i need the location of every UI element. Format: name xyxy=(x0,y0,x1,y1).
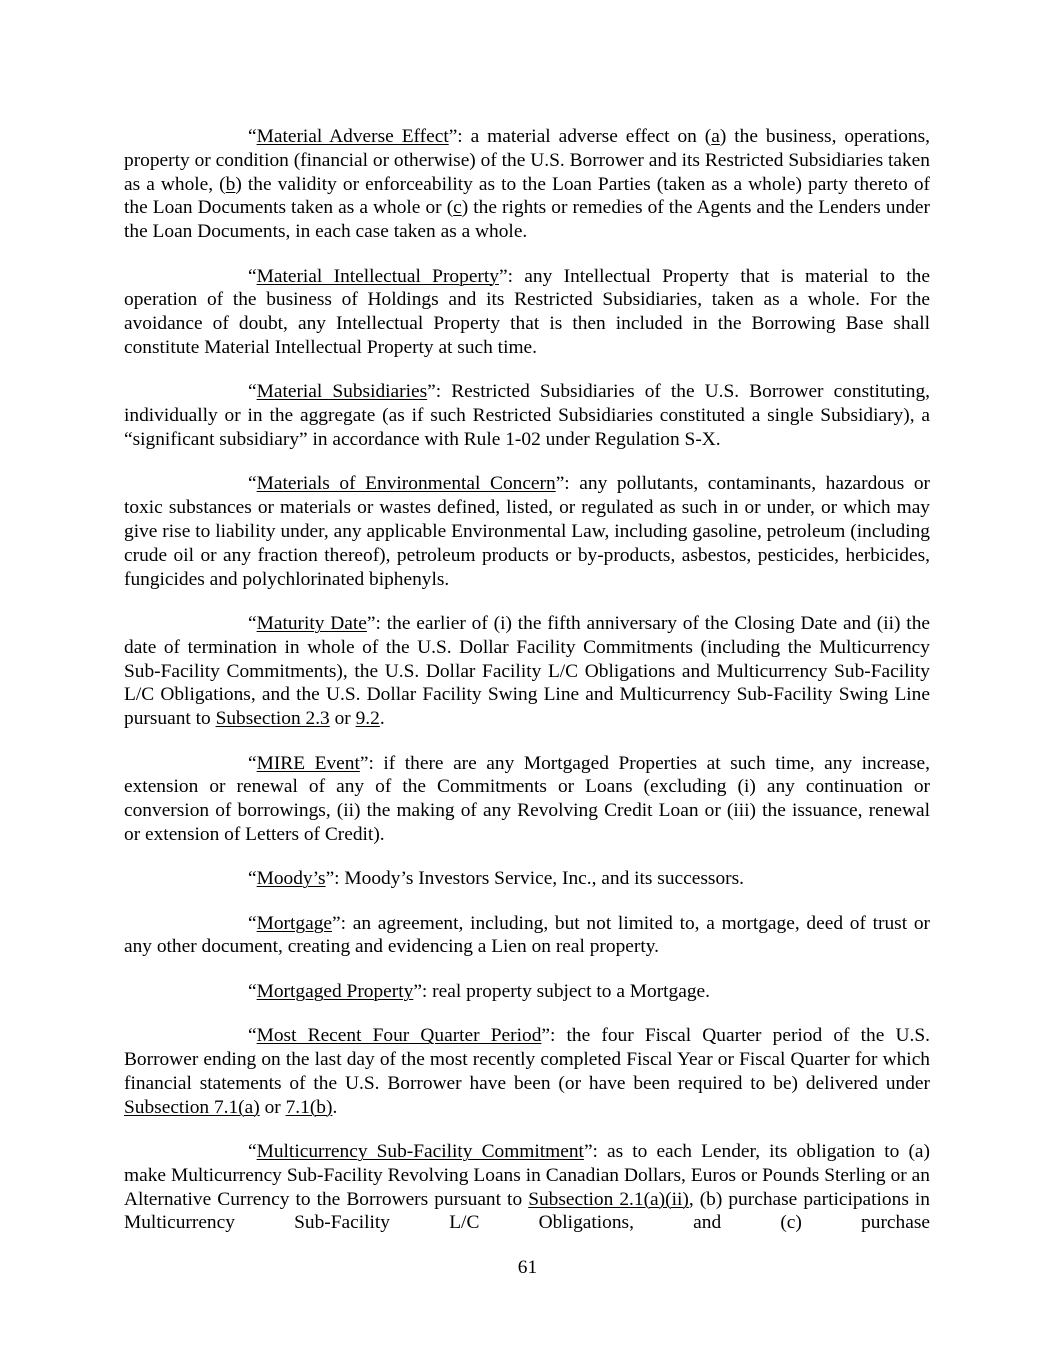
definition-text: ”: Moody’s Investors Service, Inc., and its successors. xyxy=(325,868,745,890)
definition-text: ”: an agreement, including, but not limited to, a mortgage, deed of trust or any other document, creating and evidencing a Lien on real property. xyxy=(124,912,930,958)
defined-term: Multicurrency Sub-Facility Commitment xyxy=(256,1141,584,1163)
definition-paragraph xyxy=(124,472,930,591)
definition-text: “ xyxy=(248,752,257,774)
defined-term: Material Subsidiaries xyxy=(256,381,428,403)
definition-text: ”: if there are any Mortgaged Properties at such time, any increase, extension or renewal of any of the Commitments or Loans (excluding (i) any continuation or conversion of borrowings, (ii) the making of any Revolving Credit Loan or (iii) the issuance, renewal or extension of Letters of Credit). xyxy=(124,752,930,845)
definition-text: ”: as to each Lender, its obligation to (a) make Multicurrency Sub-Facility Revolving Loans in Canadian Dollars, Euros or Pounds Sterling or an Alternative Currency to the Borrowers pursuant to xyxy=(124,1141,930,1210)
definition-paragraph xyxy=(124,1140,930,1235)
document-body xyxy=(124,125,930,1256)
definition-text: ”: the four Fiscal Quarter period of the U.S. Borrower ending on the last day of the most recently completed Fiscal Year or Fiscal Quarter for which financial statements of the U.S. Borrower have been (or have been required to be) delivered under xyxy=(124,1025,930,1094)
definition-text: “ xyxy=(248,1025,257,1047)
defined-term: Maturity Date xyxy=(256,612,367,634)
definition-text: “ xyxy=(248,1141,257,1163)
definition-text: “ xyxy=(248,473,257,495)
definition-text: “ xyxy=(248,980,257,1002)
definition-text: “ xyxy=(248,612,257,634)
underlined-reference: b xyxy=(225,173,236,195)
definition-text: “ xyxy=(248,265,257,287)
underlined-reference: 9.2 xyxy=(355,708,380,730)
defined-term: Most Recent Four Quarter Period xyxy=(256,1025,542,1047)
definition-paragraph xyxy=(124,380,930,451)
page-number: 61 xyxy=(517,1257,538,1278)
definition-paragraph xyxy=(124,1024,930,1119)
defined-term: Mortgaged Property xyxy=(256,980,414,1002)
definition-text: “ xyxy=(248,126,257,147)
definition-paragraph xyxy=(124,612,930,731)
definition-text: ”: the earlier of (i) the fifth anniversary of the Closing Date and (ii) the date of termination in whole of the U.S. Dollar Facility Commitments (including the Multicurrency Sub-Facility Commitments), the U.S. Dollar Facility L/C Obligations and Multicurrency Sub-Facility L/C Obligations, and the U.S. Dollar Facility Swing Line and Multicurrency Sub-Facility Swing Line pursuant to xyxy=(124,612,931,730)
underlined-reference: Subsection 7.1(a) xyxy=(124,1096,260,1118)
definition-text: . xyxy=(379,708,385,730)
definition-text: or xyxy=(259,1096,286,1118)
defined-term: Material Adverse Effect xyxy=(256,126,449,147)
definition-paragraph xyxy=(124,125,930,244)
underlined-reference: Subsection 2.3 xyxy=(215,708,330,730)
definition-paragraph xyxy=(124,867,930,891)
defined-term: MIRE Event xyxy=(256,752,360,774)
definition-text: ) the validity or enforceability as to the Loan Parties (taken as a whole) party thereto of the Loan Documents taken as a whole or ( xyxy=(124,173,931,219)
defined-term: Mortgage xyxy=(256,912,332,934)
underlined-reference: Subsection 2.1(a)(ii) xyxy=(528,1188,689,1210)
definition-text: “ xyxy=(248,868,257,890)
definition-paragraph xyxy=(124,752,930,847)
definition-text: or xyxy=(329,708,356,730)
definition-paragraph xyxy=(124,980,930,1004)
definition-text: ”: a material adverse effect on ( xyxy=(448,126,712,147)
definition-text: ) the business, operations, property or condition (financial or otherwise) of the U.S. Borrower and its Restricted Subsidiaries taken as a whole, ( xyxy=(124,126,930,195)
underlined-reference: a xyxy=(711,126,720,147)
definition-text: . xyxy=(332,1096,338,1118)
definition-text: ”: any pollutants, contaminants, hazardous or toxic substances or materials or wastes defined, listed, or regulated as such in or under, or which may give rise to liability under, any applicable Environmental Law, including gasoline, petroleum (including crude oil or any fraction thereof), petroleum products or by-products, asbestos, pesticides, herbicides, fungicides and polychlorinated biphenyls. xyxy=(124,473,930,590)
definition-text: ”: Restricted Subsidiaries of the U.S. Borrower constituting, individually or in the aggregate (as if such Restricted Subsidiaries constituted a single Subsidiary), a “significant subsidiary” in accordance with Rule 1-02 under Regulation S-X. xyxy=(124,381,930,450)
underlined-reference: 7.1(b) xyxy=(285,1096,333,1118)
defined-term: Material Intellectual Property xyxy=(256,265,499,287)
defined-term: Materials of Environmental Concern xyxy=(256,473,556,495)
definition-text: “ xyxy=(248,381,257,403)
definition-text: “ xyxy=(248,912,257,934)
definition-paragraph xyxy=(124,912,930,960)
definition-paragraph xyxy=(124,265,930,360)
underlined-reference: c xyxy=(453,197,462,219)
definition-text: ) the rights or remedies of the Agents and the Lenders under the Loan Documents, in each case taken as a whole. xyxy=(124,197,930,243)
definition-text: ”: any Intellectual Property that is material to the operation of the business of Holdings and its Restricted Subsidiaries, taken as a whole. For the avoidance of doubt, any Intellectual Property that is then included in the Borrowing Base shall constitute Material Intellectual Property at such time. xyxy=(124,265,930,358)
defined-term: Moody’s xyxy=(256,868,326,890)
definition-text: , (b) purchase participations in Multicurrency Sub-Facility L/C Obligations, and (c) purchase xyxy=(124,1188,930,1234)
definition-text: ”: real property subject to a Mortgage. xyxy=(413,980,711,1002)
